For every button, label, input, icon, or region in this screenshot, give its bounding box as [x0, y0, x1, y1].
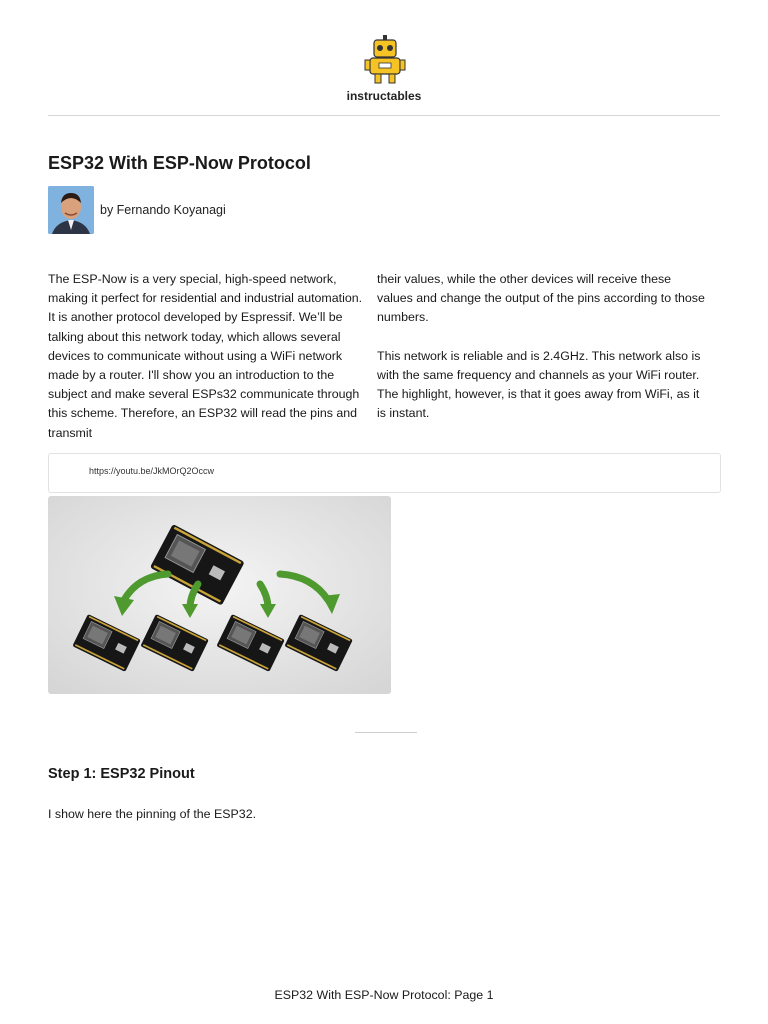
header-divider: [48, 115, 720, 116]
video-embed-box[interactable]: [48, 453, 721, 493]
intro-paragraph: This network is reliable and is 2.4GHz. This network also is with the same frequency and channels as your WiFi router. The highlight, however, is that it goes away from WiFi, as it is instant.: [377, 348, 701, 421]
intro-paragraph: The ESP-Now is a very special, high-speed network, making it perfect for residential and industrial automation. It is another protocol developed by Espressif. We’ll be talking about this network today, which allows several devices to communicate without using a WiFi network made by a router. I'll show you an introduction to the subject and make several ESPs32 communicate through this scheme. Therefore, an ESP32 will read the pins and transmit: [48, 272, 363, 440]
esp32-boards-diagram: [48, 496, 391, 694]
author-avatar[interactable]: [48, 186, 94, 234]
intro-paragraph: their values, while the other devices will receive these values and change the output of the pins according to those numbers.: [377, 272, 705, 325]
intro-left-column: [48, 270, 370, 462]
site-header: [0, 34, 768, 104]
avatar-portrait-icon: [48, 186, 94, 234]
step-title: Step 1: ESP32 Pinout: [48, 766, 195, 782]
section-divider: [355, 732, 417, 733]
instructables-robot-icon[interactable]: [364, 34, 406, 86]
brand-name[interactable]: instructables: [346, 89, 422, 103]
page-title: ESP32 With ESP-Now Protocol: [48, 153, 311, 173]
intro-right-column: [377, 270, 707, 442]
step-text: I show here the pinning of the ESP32.: [48, 807, 257, 821]
author-byline[interactable]: by Fernando Koyanagi: [100, 203, 226, 217]
page-footer: ESP32 With ESP-Now Protocol: Page 1: [274, 988, 494, 1002]
video-link[interactable]: https://youtu.be/JkMOrQ2Occw: [89, 466, 215, 476]
esp-now-diagram-image: [48, 496, 391, 694]
